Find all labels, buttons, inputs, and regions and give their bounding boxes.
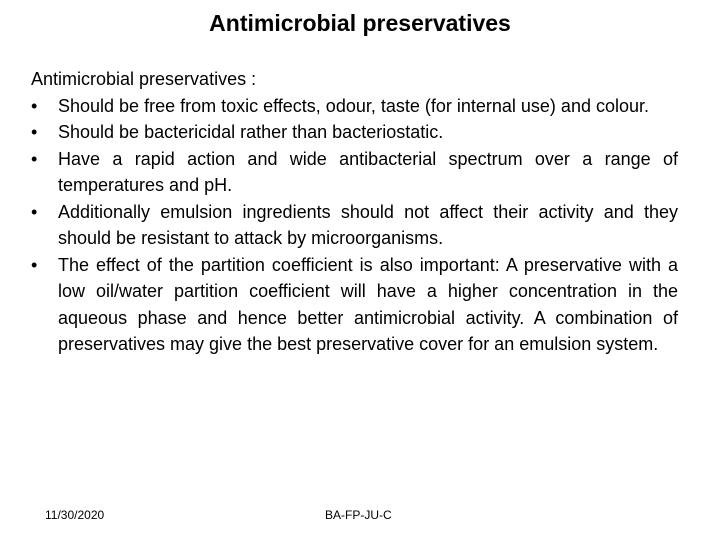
bullet-item — [31, 93, 678, 120]
bullet-icon: • — [31, 122, 38, 142]
bullet-icon: • — [31, 148, 38, 169]
bullet-text: Have a rapid action and wide antibacterial spectrum over a range of temperatures and pH. — [58, 148, 678, 195]
bullet-list — [31, 93, 678, 358]
bullet-item — [31, 252, 678, 358]
bullet-icon: • — [31, 95, 38, 116]
bullet-item — [31, 146, 678, 199]
bullet-text: The effect of the partition coefficient is also important: A preservative with a low oil/water partition coefficient will have a higher concentration in the aqueous phase and hence better antimicrobial activity. A combination of preservatives may give the best preservative cover for an emulsion system. — [58, 254, 678, 354]
footer-code: BA-FP-JU-C — [325, 508, 392, 522]
bullet-text: Should be bactericidal rather than bacteriostatic. — [58, 122, 444, 142]
intro-text: Antimicrobial preservatives : — [31, 69, 257, 89]
bullet-icon: • — [31, 201, 38, 222]
bullet-text: Additionally emulsion ingredients should not affect their activity and they should be resistant to attack by microorganisms. — [58, 201, 678, 248]
bullet-item — [31, 119, 678, 146]
bullet-text: Should be free from toxic effects, odour, taste (for internal use) and colour. — [58, 95, 649, 116]
bullet-icon: • — [31, 254, 38, 275]
bullet-item — [31, 199, 678, 252]
footer-date: 11/30/2020 — [45, 508, 105, 522]
slide-content — [31, 66, 678, 358]
slide-title: Antimicrobial preservatives — [209, 10, 511, 36]
